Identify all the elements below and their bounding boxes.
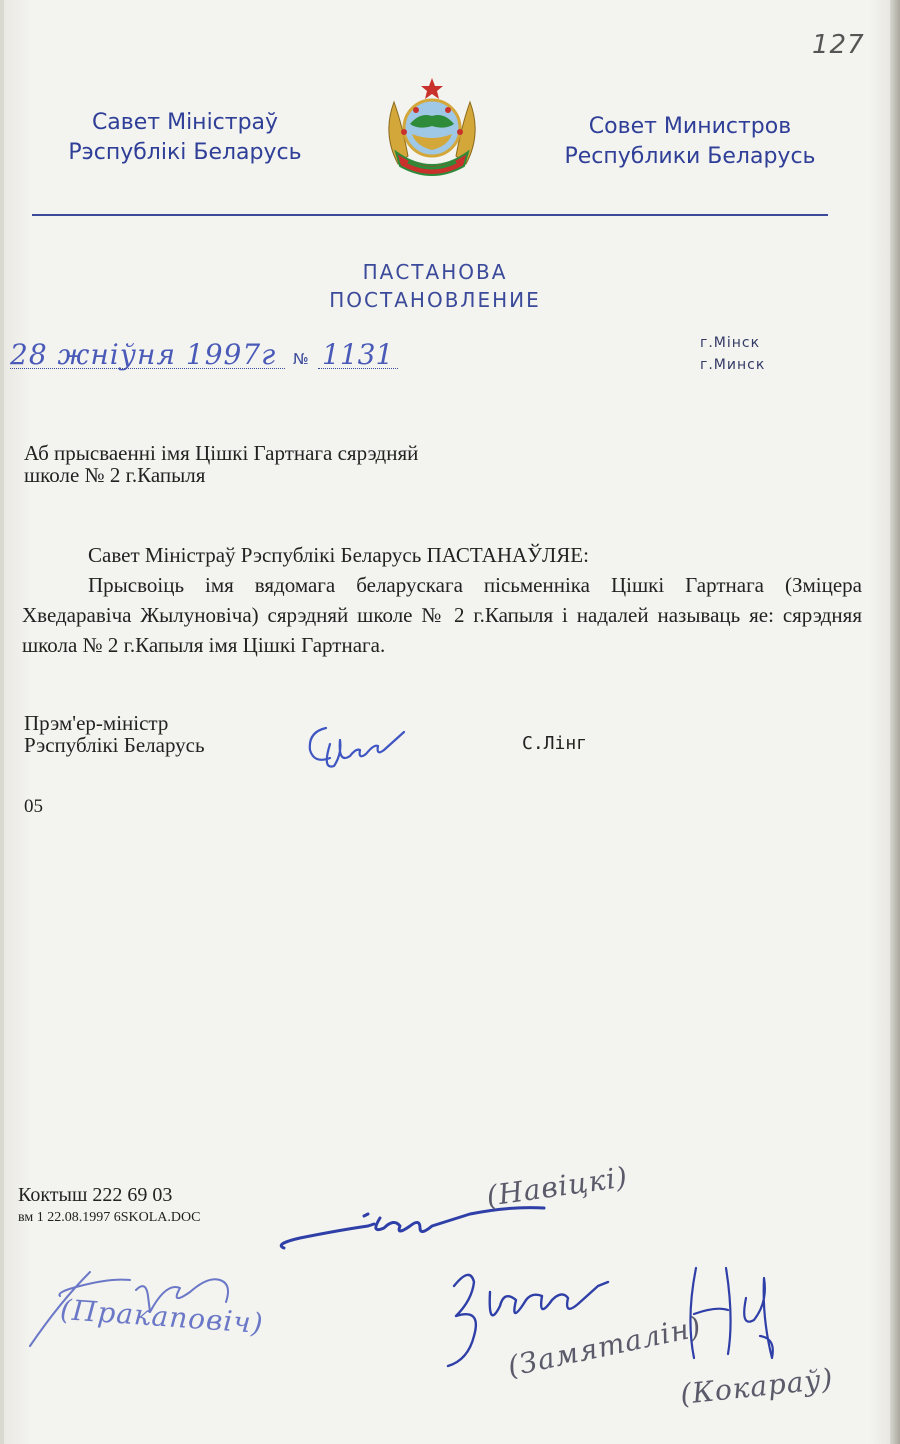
number-dotted-line xyxy=(318,368,398,369)
document-subject xyxy=(24,442,544,486)
number-label: № xyxy=(293,350,309,368)
executor-phone: Коктыш 222 69 03 xyxy=(18,1184,173,1206)
letterhead-left xyxy=(40,108,330,168)
navitski-visa-label: (Навіцкі) xyxy=(484,1160,631,1213)
document-type-by: ПАСТАНОВА xyxy=(362,260,508,284)
signatory-name: С.Лінг xyxy=(522,733,588,754)
belarus-coat-of-arms-icon xyxy=(376,72,488,184)
letterhead-left-line1: Савет Міністраў xyxy=(91,110,279,135)
date-handwritten: 28 жніўня 1997г xyxy=(10,338,277,371)
document-type-ru: ПОСТАНОВЛЕНИЕ xyxy=(329,288,541,312)
subject-line2: школе № 2 г.Капыля xyxy=(24,463,206,487)
letterhead-right xyxy=(540,112,840,172)
date-dotted-line xyxy=(10,368,285,369)
prakapovich-visa-label: (Пракаповіч) xyxy=(59,1292,265,1341)
prime-minister-signature xyxy=(300,706,410,776)
date-number-line xyxy=(10,338,394,372)
zamiatalin-visa-label: (Замяталін) xyxy=(504,1309,705,1384)
kokarau-signature xyxy=(676,1258,796,1378)
letterhead-right-line2: Республики Беларусь xyxy=(564,144,816,169)
body-paragraph-2: Прысвоіць імя вядомага беларускага пісьменніка Цішкі Гартнага (Зміцера Хведаравіча Жылуновіча) сярэдняй школе № 2 г.Капыля і надалей называць яе: сярэдняя школа № 2 г.Капыля імя Цішкі Гартнага. xyxy=(22,573,862,657)
subject-line1: Аб прысваенні імя Цішкі Гартнага сярэдняй xyxy=(24,441,419,465)
document-body xyxy=(22,540,862,660)
city xyxy=(700,332,765,376)
city-ru: г.Минск xyxy=(700,357,766,373)
signatory-title-line2: Рэспублікі Беларусь xyxy=(24,733,205,757)
file-note: вм 1 22.08.1997 6SKOLA.DOC xyxy=(18,1210,201,1225)
signatory-title-line1: Прэм'ер-міністр xyxy=(24,711,169,735)
letterhead-divider xyxy=(32,214,828,216)
document-code: 05 xyxy=(24,796,43,817)
document-type xyxy=(300,258,570,314)
page-right-edge xyxy=(890,0,900,1444)
number-handwritten: 1131 xyxy=(322,338,394,371)
page-left-edge xyxy=(0,0,4,1444)
city-by: г.Мінск xyxy=(700,335,761,351)
body-paragraph-1: Савет Міністраў Рэспублікі Беларусь ПАСТАНАЎЛЯЕ: xyxy=(88,543,589,567)
letterhead-left-line2: Рэспублікі Беларусь xyxy=(68,140,302,165)
archive-page-number: 127 xyxy=(812,30,865,60)
signatory-title xyxy=(24,712,205,756)
kokarau-visa-label: (Кокараў) xyxy=(678,1362,835,1411)
letterhead-right-line1: Совет Министров xyxy=(588,114,792,139)
